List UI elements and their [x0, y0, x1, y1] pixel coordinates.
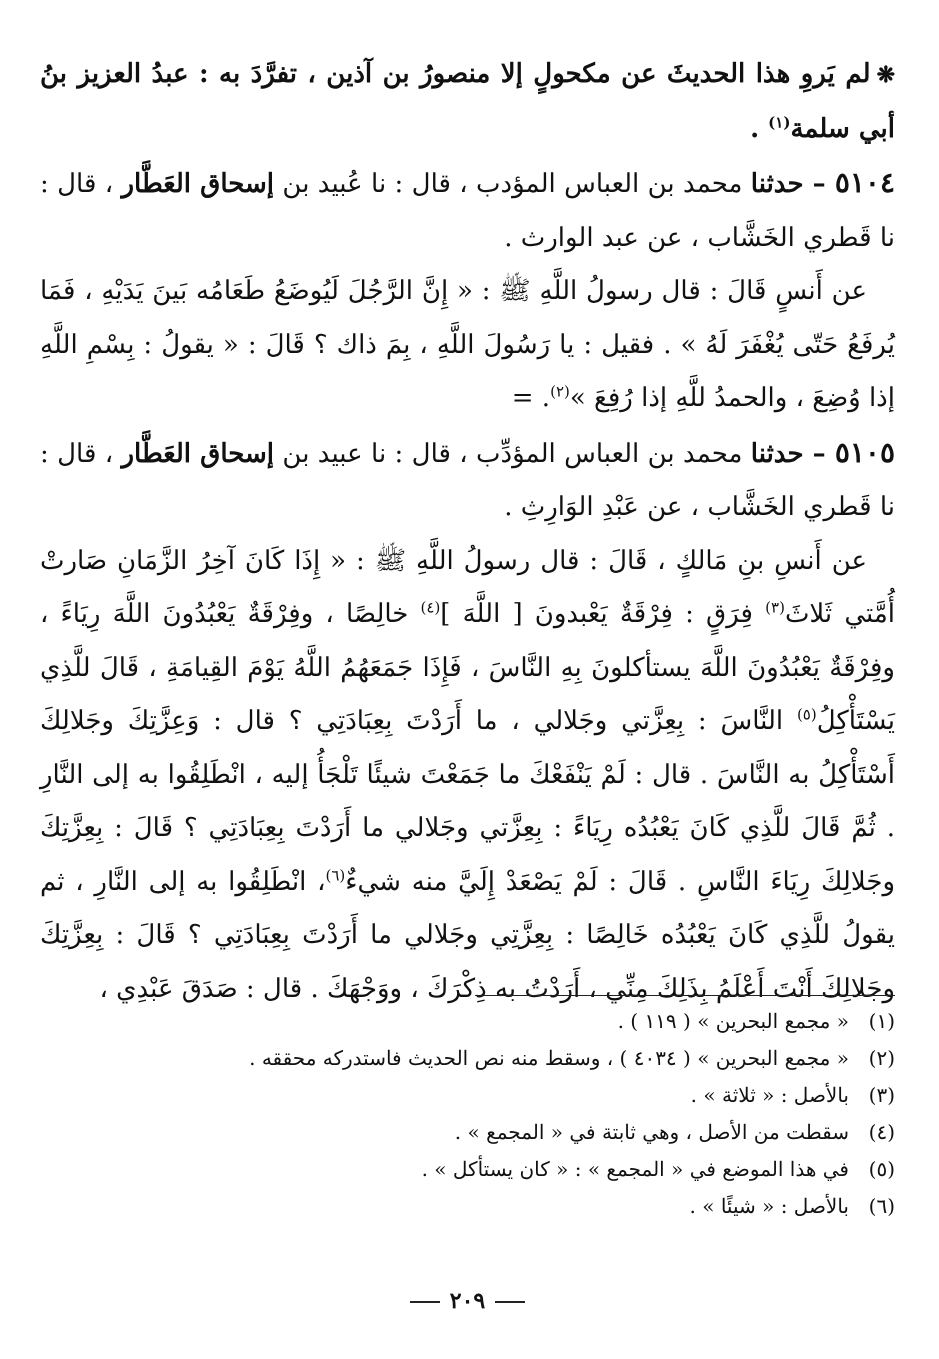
footnote-number: (٦)	[868, 1194, 895, 1218]
chain-head: حدثنا	[750, 169, 804, 199]
hadith-text: النَّاسَ : بِعِزَّتي وجَلالي ، ما أَرَدْتَ بِعِبَادَتِي ؟ قال : وَعِزَّتِكَ وجَلالِكَ أَسْتَأْكِلُ به النَّاسَ . قال : لَمْ يَنْفَعْكَ ما جَمَعْتَ شيئًا تَلْجَأُ إليه ، انْطَلِقُوا به إلى النَّارِ . ثُمَّ قَالَ للَّذِي كَانَ يَعْبُدُه رِيَاءً : بِعِزَّتي وجَلالي ما أَرَدْتَ بِعِبَادَتِي ؟ قَالَ : بِعِزَّتِكَ وجَلالِكَ رِيَاءَ النَّاسِ . قَالَ : لَمْ يَصْعَدْ إِلَيَّ منه شيءٌ	[40, 706, 895, 897]
footnote-number: (٣)	[868, 1083, 895, 1107]
footnote-text: في هذا الموضع في « المجمع » : « كان يستأكل » .	[421, 1157, 849, 1181]
hadith-text: ، انْطَلِقُوا به إلى النَّارِ ، ثم يقولُ للَّذِي كَانَ يَعْبُدُه خَالِصًا : بِعِزَّتِي وجَلالي ما أَرَدْتَ بِعِبَادَتِي ؟ قَالَ : بِعِزَّتِكَ وجَلالِكَ أَنْتَ أَعْلَمُ بِذَلِكَ مِنِّي ، أَرَدْتُ به ذِكْرَكَ ، ووَجْهَكَ . قال : صَدَقَ عَبْدِي ،	[40, 866, 895, 1004]
footnote-item	[40, 1003, 895, 1040]
page-number-dash	[410, 1301, 440, 1303]
footnote-divider	[475, 995, 895, 996]
footnote-item	[40, 1040, 895, 1077]
footnote-number: (١)	[868, 1009, 895, 1033]
chain-head: حدثنا	[750, 438, 804, 469]
footnote-item	[40, 1114, 895, 1151]
hadith-5105-body	[40, 535, 895, 1017]
footnote-item	[40, 1151, 895, 1188]
hadith-5104-body	[40, 265, 895, 426]
footnote-number: (٢)	[868, 1046, 895, 1070]
footnote-item	[40, 1077, 895, 1114]
footnote-ref-1: (١)	[768, 112, 791, 131]
footnote-number: (٥)	[868, 1157, 895, 1181]
hadith-number: ٥١٠٥	[834, 435, 895, 469]
footnote-ref-6: (٦)	[325, 865, 346, 884]
hadith-number: ٥١٠٤	[834, 166, 895, 199]
footnote-text: سقطت من الأصل ، وهي ثابتة في « المجمع » .	[454, 1120, 849, 1144]
hadith-text: فِرَقٍ : فِرْقَةٌ يَعْبدونَ [ اللَّهَ ]	[440, 599, 766, 629]
main-text	[40, 48, 895, 1016]
chain-text: ، قال : نا قَطري الخَشَّاب ، عن عَبْدِ الوَارِثِ .	[40, 438, 895, 522]
footnote-ref-2: (٢)	[550, 382, 570, 401]
hadith-text: عن أَنسٍ قَالَ : قال رسولُ اللَّهِ ﷺ : « إِنَّ الرَّجُلَ لَيُوضَعُ طَعَامُه بَينَ يَدَيْهِ ، فَمَا يُرفَعُ حَتّى يُغْفَرَ لَهُ » . فقيل : يا رَسُولَ اللَّهِ ، بِمَ ذاك ؟ قَالَ : « يقولُ : بِسْمِ اللَّهِ إذا وُضِعَ ، والحمدُ للَّهِ إذا رُفِعَ »	[40, 276, 895, 413]
footnote-ref-5: (٥)	[796, 705, 817, 724]
hadith-text: خالِصًا ، وفِرْقَةٌ يَعْبُدُونَ اللَّهَ رِيَاءً ، وفِرْقَةٌ يَعْبُدُونَ اللَّهَ يستأكلونَ بِهِ النَّاسَ ، فَإِذَا جَمَعَهُمُ اللَّهُ يَوْمَ القِيامَةِ ، قَالَ للَّذِي يَسْتَأْكِلُ	[40, 599, 895, 736]
footnote-text: « مجمع البحرين » ( ٤٠٣٤ ) ، وسقط منه نص الحديث فاستدركه محققه .	[249, 1046, 849, 1070]
editor-note	[40, 48, 895, 156]
footnote-item	[40, 1188, 895, 1225]
number-dash: –	[803, 438, 835, 469]
page-number-dash	[495, 1301, 525, 1303]
note-end: .	[750, 113, 769, 144]
page-number-value: ٢٠٩	[449, 1288, 486, 1314]
footnote-ref-4: (٤)	[420, 598, 441, 617]
hadith-5104-chain	[40, 156, 895, 265]
footnote-text: « مجمع البحرين » ( ١١٩ ) .	[617, 1009, 849, 1033]
footnote-text: بالأصل : « شيئًا » .	[689, 1194, 849, 1218]
chain-text: محمد بن العباس المؤدب ، قال : نا عُبيد بن	[274, 169, 751, 199]
footnotes	[40, 1003, 895, 1225]
hadith-5105-chain	[40, 426, 895, 535]
note-text: لم يَروِ هذا الحديثَ عن مكحولٍ إلا منصورُ بن آذين ، تفرَّدَ به : عبدُ العزيز بنُ أبي سلمة	[40, 59, 895, 144]
hadith-text: عن أَنسِ بنِ مَالكٍ ، قَالَ : قال رسولُ اللَّهِ ﷺ : « إِذَا كَانَ آخِرُ الزَّمَانِ صَارتْ أُمَّتي ثَلاثَ	[40, 545, 895, 629]
footnote-ref-3: (٣)	[765, 598, 785, 617]
hadith-end: . =	[511, 383, 551, 413]
chain-text: ، قال : نا قَطري الخَشَّاب ، عن عبد الوارث .	[40, 169, 895, 253]
footnote-text: بالأصل : « ثلاثة » .	[690, 1083, 849, 1107]
number-dash: –	[803, 169, 835, 199]
page-number	[40, 1288, 895, 1314]
book-page	[40, 48, 895, 1314]
star-icon: ❋	[876, 62, 895, 88]
narrator-name: إسحاق العَطَّار	[121, 438, 275, 469]
narrator-name: إسحاق العَطَّار	[121, 169, 275, 199]
footnote-number: (٤)	[868, 1120, 895, 1144]
chain-text: محمد بن العباس المؤدِّب ، قال : نا عبيد بن	[274, 438, 751, 469]
